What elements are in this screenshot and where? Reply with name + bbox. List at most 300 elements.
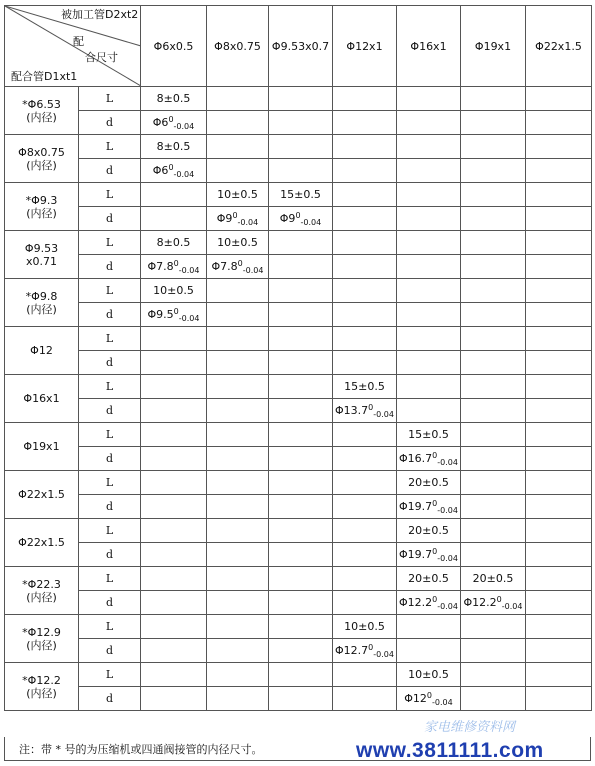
length-value-cell: [269, 567, 333, 591]
diameter-value-cell: [397, 639, 461, 663]
length-value-cell: [397, 615, 461, 639]
upper-tolerance: 0: [232, 210, 238, 220]
length-value-cell: [461, 327, 526, 351]
column-header: Φ8x0.75: [207, 6, 269, 87]
diameter-value-cell: [333, 159, 397, 183]
diameter-value-cell: [141, 447, 207, 471]
diameter-base: Φ6: [152, 115, 169, 129]
row-header-mating-pipe: [5, 567, 79, 615]
length-value-cell: [526, 135, 592, 159]
lower-tolerance: -0.04: [173, 121, 195, 131]
diameter-value-cell: [141, 495, 207, 519]
row-header-mating-pipe: [5, 87, 79, 135]
lower-tolerance: -0.04: [373, 409, 394, 419]
row-header-line: Φ12: [30, 344, 53, 357]
diameter-value-cell: [526, 351, 592, 375]
table-row: [5, 327, 592, 351]
diameter-base: Φ9.5: [147, 307, 174, 321]
diameter-value-cell: [269, 591, 333, 615]
length-value-cell: [269, 471, 333, 495]
table-row: [5, 471, 592, 495]
table-row: [5, 87, 592, 111]
length-value-cell: [333, 423, 397, 447]
diameter-value-cell: [461, 495, 526, 519]
diameter-value-cell: [333, 495, 397, 519]
table-row: [5, 567, 592, 591]
length-label: L: [79, 183, 141, 207]
diameter-value-cell: [333, 255, 397, 279]
watermark-url[interactable]: www.3811111.com: [356, 739, 544, 762]
diameter-value-cell: [207, 207, 269, 231]
length-value-cell: [141, 375, 207, 399]
row-header-mating-pipe: [5, 279, 79, 327]
row-header-line: (内径): [26, 206, 57, 220]
diameter-value-cell: [333, 591, 397, 615]
length-value-cell: [141, 567, 207, 591]
diameter-value-cell: [397, 543, 461, 567]
diameter-base: Φ12: [404, 691, 427, 705]
length-value-cell: [526, 471, 592, 495]
length-value-cell: [269, 135, 333, 159]
length-value-cell: [526, 375, 592, 399]
diameter-value-cell: [269, 351, 333, 375]
diameter-value-cell: [207, 351, 269, 375]
lower-tolerance: -0.04: [437, 553, 458, 563]
table-row: [5, 615, 592, 639]
table-row: [5, 111, 592, 135]
diameter-label: d: [79, 207, 141, 231]
table-row: [5, 543, 592, 567]
diameter-value-cell: [141, 111, 207, 135]
upper-tolerance: 0: [168, 114, 174, 124]
corner-label-fit-2: 合尺寸: [85, 51, 118, 64]
length-value-cell: [526, 327, 592, 351]
length-label: L: [79, 135, 141, 159]
length-value-cell: [207, 567, 269, 591]
diameter-base: Φ7.8: [147, 259, 174, 273]
length-value-cell: [461, 183, 526, 207]
lower-tolerance: -0.04: [237, 217, 259, 227]
diameter-value-cell: [526, 255, 592, 279]
upper-tolerance: 0: [368, 642, 374, 652]
table-row: [5, 135, 592, 159]
pipe-fitting-table: [4, 5, 592, 711]
length-value-cell: [141, 423, 207, 447]
diameter-value-cell: [269, 447, 333, 471]
row-header-mating-pipe: [5, 423, 79, 471]
diameter-label: d: [79, 447, 141, 471]
upper-tolerance: 0: [426, 690, 433, 700]
diameter-value-cell: [461, 207, 526, 231]
diameter-label: d: [79, 255, 141, 279]
length-value-cell: [269, 423, 333, 447]
length-label: L: [79, 567, 141, 591]
length-label: L: [79, 423, 141, 447]
length-value-cell: [526, 231, 592, 255]
diameter-value-cell: [141, 255, 207, 279]
upper-tolerance: 0: [368, 402, 374, 412]
length-value-cell: [461, 519, 526, 543]
diameter-value-cell: [141, 639, 207, 663]
length-label: L: [79, 327, 141, 351]
diameter-value-cell: [526, 591, 592, 615]
diameter-value-cell: [207, 639, 269, 663]
diameter-value-cell: [461, 687, 526, 711]
diameter-base: Φ6: [152, 163, 169, 177]
length-value-cell: [526, 279, 592, 303]
length-value-cell: [461, 231, 526, 255]
diameter-value-cell: [207, 303, 269, 327]
length-value-cell: 8±0.5: [141, 231, 207, 255]
length-value-cell: [397, 327, 461, 351]
upper-tolerance: 0: [168, 162, 174, 172]
length-value-cell: [526, 183, 592, 207]
length-value-cell: [141, 183, 207, 207]
diameter-value-cell: [207, 495, 269, 519]
row-header-line: (内径): [26, 638, 57, 652]
column-header: Φ9.53x0.7: [269, 6, 333, 87]
row-header-line: *Φ12.9: [22, 625, 61, 639]
diameter-base: Φ12.2: [399, 595, 433, 609]
diameter-value-cell: [333, 447, 397, 471]
upper-tolerance: 0: [173, 306, 179, 316]
length-value-cell: [397, 231, 461, 255]
length-value-cell: [207, 87, 269, 111]
diameter-value-cell: [207, 111, 269, 135]
diameter-value-cell: [207, 591, 269, 615]
length-value-cell: [207, 279, 269, 303]
row-header-line: Φ8x0.75: [18, 145, 65, 159]
length-label: L: [79, 87, 141, 111]
diameter-label: d: [79, 591, 141, 615]
length-value-cell: [333, 471, 397, 495]
diameter-base: Φ9: [279, 211, 296, 225]
diameter-value-cell: [461, 303, 526, 327]
diameter-base: Φ12.2: [463, 595, 497, 609]
diameter-value-cell: [141, 687, 207, 711]
upper-tolerance: 0: [295, 210, 301, 220]
length-value-cell: [461, 135, 526, 159]
column-header: Φ22x1.5: [526, 6, 592, 87]
diameter-base: Φ16.7: [399, 451, 433, 465]
length-value-cell: 15±0.5: [333, 375, 397, 399]
diameter-value-cell: [526, 447, 592, 471]
row-header-mating-pipe: [5, 663, 79, 711]
diameter-base: Φ19.7: [399, 499, 433, 513]
row-header-line: (内径): [26, 590, 57, 604]
table-row: [5, 207, 592, 231]
diameter-label: d: [79, 687, 141, 711]
length-value-cell: 15±0.5: [269, 183, 333, 207]
diameter-value-cell: [207, 687, 269, 711]
lower-tolerance: -0.04: [432, 697, 453, 707]
length-value-cell: [333, 183, 397, 207]
diameter-value-cell: [461, 255, 526, 279]
diameter-base: Φ7.8: [211, 259, 238, 273]
length-value-cell: [461, 615, 526, 639]
length-value-cell: [461, 663, 526, 687]
length-value-cell: [526, 663, 592, 687]
diameter-value-cell: [269, 687, 333, 711]
row-header-mating-pipe: [5, 471, 79, 519]
table-row: [5, 231, 592, 255]
diameter-value-cell: [269, 159, 333, 183]
table-row: [5, 591, 592, 615]
corner-label-workpiece: 被加工管D2xt2: [61, 8, 139, 21]
row-header-mating-pipe: [5, 519, 79, 567]
diameter-value-cell: [461, 159, 526, 183]
length-value-cell: [141, 471, 207, 495]
row-header-mating-pipe: [5, 135, 79, 183]
length-value-cell: [269, 615, 333, 639]
length-value-cell: [269, 519, 333, 543]
diameter-label: d: [79, 399, 141, 423]
corner-label-fit-1: 配: [73, 35, 84, 48]
row-header-line: *Φ6.53: [22, 97, 61, 111]
table-row: [5, 399, 592, 423]
length-value-cell: [269, 663, 333, 687]
diameter-value-cell: [526, 159, 592, 183]
diameter-value-cell: [397, 207, 461, 231]
diameter-value-cell: [269, 111, 333, 135]
lower-tolerance: -0.04: [173, 169, 195, 179]
row-header-line: *Φ12.2: [22, 673, 61, 687]
table-row: [5, 663, 592, 687]
diameter-value-cell: [141, 303, 207, 327]
length-value-cell: [526, 615, 592, 639]
row-header-mating-pipe: [5, 327, 79, 375]
length-label: L: [79, 615, 141, 639]
row-header-line: Φ16x1: [23, 392, 60, 405]
footnote-text: 注：带 * 号的为压缩机或四通阀接管的内径尺寸。: [19, 743, 263, 756]
diameter-value-cell: [397, 399, 461, 423]
diameter-label: d: [79, 639, 141, 663]
length-value-cell: [269, 87, 333, 111]
diameter-value-cell: [207, 543, 269, 567]
diameter-value-cell: [526, 111, 592, 135]
diameter-value-cell: [461, 591, 526, 615]
table-row: [5, 687, 592, 711]
length-value-cell: 10±0.5: [141, 279, 207, 303]
lower-tolerance: -0.04: [501, 601, 523, 611]
length-value-cell: [461, 471, 526, 495]
lower-tolerance: -0.04: [437, 601, 458, 611]
length-label: L: [79, 279, 141, 303]
length-value-cell: [461, 279, 526, 303]
diameter-value-cell: [333, 111, 397, 135]
diameter-value-cell: [333, 303, 397, 327]
upper-tolerance: 0: [432, 594, 438, 604]
lower-tolerance: -0.04: [178, 313, 200, 323]
diameter-value-cell: [397, 351, 461, 375]
diameter-value-cell: [333, 351, 397, 375]
diameter-value-cell: [526, 687, 592, 711]
upper-tolerance: 0: [173, 258, 179, 268]
length-value-cell: [461, 375, 526, 399]
length-value-cell: [397, 279, 461, 303]
diameter-value-cell: [141, 351, 207, 375]
length-value-cell: [207, 519, 269, 543]
diameter-value-cell: [141, 591, 207, 615]
length-value-cell: 20±0.5: [397, 567, 461, 591]
table-row: [5, 375, 592, 399]
diameter-value-cell: [333, 399, 397, 423]
length-value-cell: [207, 615, 269, 639]
diameter-value-cell: [141, 399, 207, 423]
length-value-cell: 20±0.5: [397, 471, 461, 495]
row-header-line: *Φ22.3: [22, 577, 61, 591]
column-header: Φ6x0.5: [141, 6, 207, 87]
row-header-line: *Φ9.3: [25, 193, 58, 207]
diameter-base: Φ13.7: [335, 403, 369, 417]
header-row: [5, 6, 592, 87]
diameter-value-cell: [397, 255, 461, 279]
diameter-value-cell: [397, 303, 461, 327]
length-value-cell: [333, 567, 397, 591]
diameter-value-cell: [526, 543, 592, 567]
table-row: [5, 183, 592, 207]
diameter-value-cell: [461, 351, 526, 375]
diameter-value-cell: [207, 255, 269, 279]
diameter-value-cell: [461, 543, 526, 567]
length-label: L: [79, 519, 141, 543]
length-value-cell: 8±0.5: [141, 135, 207, 159]
length-value-cell: [333, 231, 397, 255]
upper-tolerance: 0: [496, 594, 502, 604]
length-value-cell: 20±0.5: [461, 567, 526, 591]
diameter-value-cell: [141, 159, 207, 183]
length-label: L: [79, 663, 141, 687]
table-row: [5, 447, 592, 471]
diameter-value-cell: [461, 639, 526, 663]
diameter-value-cell: [269, 639, 333, 663]
diameter-value-cell: [461, 447, 526, 471]
diameter-value-cell: [526, 639, 592, 663]
diameter-base: Φ9: [216, 211, 233, 225]
row-header-line: (内径): [26, 158, 57, 172]
row-header-line: x0.71: [25, 254, 57, 268]
length-value-cell: [397, 87, 461, 111]
row-header-mating-pipe: [5, 375, 79, 423]
length-value-cell: 10±0.5: [207, 231, 269, 255]
length-value-cell: [333, 87, 397, 111]
diameter-value-cell: [333, 639, 397, 663]
diameter-value-cell: [207, 447, 269, 471]
upper-tolerance: 0: [237, 258, 243, 268]
length-value-cell: 10±0.5: [397, 663, 461, 687]
upper-tolerance: 0: [432, 498, 438, 508]
table-row: [5, 495, 592, 519]
length-value-cell: [333, 279, 397, 303]
diameter-value-cell: [397, 591, 461, 615]
lower-tolerance: -0.04: [300, 217, 322, 227]
diameter-value-cell: [526, 207, 592, 231]
length-value-cell: [333, 663, 397, 687]
column-header: Φ12x1: [333, 6, 397, 87]
watermark-site-name: 家电维修资料网: [424, 720, 516, 735]
length-value-cell: [397, 183, 461, 207]
table-row: [5, 519, 592, 543]
diameter-value-cell: [141, 207, 207, 231]
length-value-cell: [207, 423, 269, 447]
diameter-base: Φ12.7: [335, 643, 369, 657]
length-value-cell: 15±0.5: [397, 423, 461, 447]
length-value-cell: [141, 663, 207, 687]
length-value-cell: [333, 519, 397, 543]
diameter-base: Φ19.7: [399, 547, 433, 561]
diameter-label: d: [79, 543, 141, 567]
length-label: L: [79, 231, 141, 255]
lower-tolerance: -0.04: [373, 649, 394, 659]
length-value-cell: [526, 567, 592, 591]
table-row: [5, 639, 592, 663]
diameter-label: d: [79, 159, 141, 183]
fitting-table-container: [4, 5, 592, 711]
diameter-value-cell: [269, 399, 333, 423]
lower-tolerance: -0.04: [437, 505, 458, 515]
diameter-value-cell: [269, 303, 333, 327]
diameter-value-cell: [397, 447, 461, 471]
length-value-cell: 10±0.5: [333, 615, 397, 639]
corner-label-mating-pipe: 配合管D1xt1: [11, 70, 78, 83]
length-value-cell: [141, 615, 207, 639]
length-value-cell: 8±0.5: [141, 87, 207, 111]
diameter-value-cell: [269, 207, 333, 231]
row-header-line: (内径): [26, 686, 57, 700]
length-value-cell: [461, 87, 526, 111]
table-row: [5, 351, 592, 375]
diameter-value-cell: [397, 159, 461, 183]
diameter-value-cell: [397, 687, 461, 711]
lower-tolerance: -0.04: [178, 265, 200, 275]
diameter-value-cell: [333, 543, 397, 567]
table-row: [5, 303, 592, 327]
length-value-cell: [269, 231, 333, 255]
length-value-cell: [207, 135, 269, 159]
table-row: [5, 159, 592, 183]
column-header: Φ19x1: [461, 6, 526, 87]
diameter-label: d: [79, 495, 141, 519]
diameter-value-cell: [207, 159, 269, 183]
length-value-cell: [269, 375, 333, 399]
diameter-label: d: [79, 303, 141, 327]
length-value-cell: 10±0.5: [207, 183, 269, 207]
upper-tolerance: 0: [432, 546, 438, 556]
length-label: L: [79, 471, 141, 495]
diameter-label: d: [79, 111, 141, 135]
row-header-mating-pipe: [5, 183, 79, 231]
length-value-cell: [526, 87, 592, 111]
diameter-value-cell: [526, 303, 592, 327]
row-header-line: Φ22x1.5: [18, 536, 65, 549]
diameter-value-cell: [333, 207, 397, 231]
length-value-cell: [526, 519, 592, 543]
diameter-value-cell: [397, 111, 461, 135]
length-value-cell: [207, 327, 269, 351]
lower-tolerance: -0.04: [242, 265, 264, 275]
length-value-cell: [397, 375, 461, 399]
length-value-cell: [333, 327, 397, 351]
length-value-cell: [269, 327, 333, 351]
diameter-value-cell: [333, 687, 397, 711]
diameter-value-cell: [526, 399, 592, 423]
length-value-cell: [141, 327, 207, 351]
diameter-value-cell: [526, 495, 592, 519]
table-row: [5, 255, 592, 279]
row-header-line: *Φ9.8: [25, 289, 58, 303]
length-value-cell: [333, 135, 397, 159]
length-value-cell: [207, 471, 269, 495]
